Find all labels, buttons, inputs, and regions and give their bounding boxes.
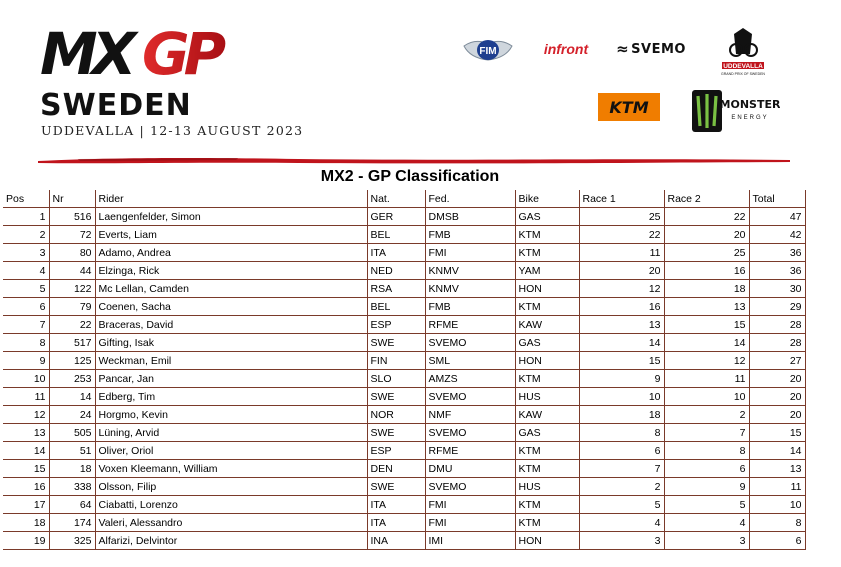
col-header-bike: Bike [515, 190, 579, 208]
cell-nr: 174 [49, 514, 95, 532]
cell-race2: 10 [664, 388, 749, 406]
cell-fed: KNMV [425, 280, 515, 298]
cell-race1: 3 [579, 532, 664, 550]
cell-nat: DEN [367, 460, 425, 478]
cell-pos: 9 [3, 352, 49, 370]
cell-fed: FMI [425, 514, 515, 532]
cell-nr: 24 [49, 406, 95, 424]
cell-pos: 3 [3, 244, 49, 262]
cell-race2: 15 [664, 316, 749, 334]
cell-nr: 253 [49, 370, 95, 388]
classification-table [3, 190, 806, 550]
cell-total: 36 [749, 262, 805, 280]
cell-rider: Valeri, Alessandro [95, 514, 367, 532]
cell-nat: GER [367, 208, 425, 226]
cell-nat: RSA [367, 280, 425, 298]
cell-race1: 14 [579, 334, 664, 352]
table-row [3, 460, 805, 478]
svemo-logo-text: SVEMO [631, 41, 686, 57]
cell-bike: KTM [515, 226, 579, 244]
cell-nat: ESP [367, 316, 425, 334]
table-row [3, 280, 805, 298]
cell-bike: GAS [515, 208, 579, 226]
cell-fed: IMI [425, 532, 515, 550]
table-row [3, 316, 805, 334]
cell-race1: 2 [579, 478, 664, 496]
cell-fed: SVEMO [425, 424, 515, 442]
cell-nat: SWE [367, 478, 425, 496]
table-row [3, 496, 805, 514]
cell-nr: 122 [49, 280, 95, 298]
cell-fed: DMSB [425, 208, 515, 226]
cell-rider: Lüning, Arvid [95, 424, 367, 442]
cell-pos: 5 [3, 280, 49, 298]
cell-pos: 19 [3, 532, 49, 550]
cell-rider: Mc Lellan, Camden [95, 280, 367, 298]
cell-fed: SVEMO [425, 388, 515, 406]
cell-nr: 516 [49, 208, 95, 226]
cell-nr: 325 [49, 532, 95, 550]
col-header-nr: Nr [49, 190, 95, 208]
page-title: MX2 - GP Classification [320, 168, 500, 185]
cell-fed: FMI [425, 496, 515, 514]
table-row [3, 262, 805, 280]
cell-race2: 6 [664, 460, 749, 478]
cell-race1: 9 [579, 370, 664, 388]
cell-total: 20 [749, 388, 805, 406]
cell-nr: 505 [49, 424, 95, 442]
cell-pos: 17 [3, 496, 49, 514]
cell-bike: KAW [515, 406, 579, 424]
cell-rider: Adamo, Andrea [95, 244, 367, 262]
cell-pos: 14 [3, 442, 49, 460]
cell-fed: SVEMO [425, 478, 515, 496]
cell-nat: BEL [367, 298, 425, 316]
cell-race1: 12 [579, 280, 664, 298]
table-row [3, 514, 805, 532]
cell-bike: KTM [515, 442, 579, 460]
cell-race1: 8 [579, 424, 664, 442]
cell-nat: SWE [367, 424, 425, 442]
cell-bike: HON [515, 280, 579, 298]
cell-nr: 22 [49, 316, 95, 334]
cell-pos: 18 [3, 514, 49, 532]
cell-nat: FIN [367, 352, 425, 370]
cell-race2: 5 [664, 496, 749, 514]
header-divider [38, 155, 790, 165]
cell-race2: 22 [664, 208, 749, 226]
cell-total: 20 [749, 406, 805, 424]
cell-race1: 6 [579, 442, 664, 460]
cell-pos: 8 [3, 334, 49, 352]
cell-nr: 51 [49, 442, 95, 460]
table-row [3, 406, 805, 424]
uddevalla-gp-logo [718, 26, 768, 78]
cell-race1: 7 [579, 460, 664, 478]
cell-rider: Braceras, David [95, 316, 367, 334]
monster-logo-text: MONSTER [719, 98, 780, 111]
uddevalla-logo-subtext: GRAND PRIX OF SWEDEN [721, 72, 765, 76]
cell-pos: 13 [3, 424, 49, 442]
cell-race1: 11 [579, 244, 664, 262]
cell-pos: 7 [3, 316, 49, 334]
cell-total: 10 [749, 496, 805, 514]
cell-nat: BEL [367, 226, 425, 244]
cell-bike: HUS [515, 478, 579, 496]
cell-total: 28 [749, 334, 805, 352]
cell-race1: 18 [579, 406, 664, 424]
col-header-nat: Nat. [367, 190, 425, 208]
cell-race2: 16 [664, 262, 749, 280]
cell-race2: 18 [664, 280, 749, 298]
cell-nat: NED [367, 262, 425, 280]
cell-race2: 9 [664, 478, 749, 496]
cell-bike: KTM [515, 514, 579, 532]
cell-fed: SVEMO [425, 334, 515, 352]
svg-text:GP: GP [142, 24, 221, 80]
cell-bike: KAW [515, 316, 579, 334]
cell-pos: 16 [3, 478, 49, 496]
cell-race1: 5 [579, 496, 664, 514]
cell-pos: 12 [3, 406, 49, 424]
cell-race1: 10 [579, 388, 664, 406]
cell-pos: 2 [3, 226, 49, 244]
fim-logo [462, 36, 514, 64]
cell-pos: 1 [3, 208, 49, 226]
cell-total: 30 [749, 280, 805, 298]
table-header-row [3, 190, 805, 208]
cell-race1: 25 [579, 208, 664, 226]
cell-rider: Ciabatti, Lorenzo [95, 496, 367, 514]
cell-rider: Coenen, Sacha [95, 298, 367, 316]
cell-bike: KTM [515, 244, 579, 262]
svemo-logo: ≈ SVEMO [616, 40, 686, 58]
cell-bike: KTM [515, 460, 579, 478]
cell-bike: KTM [515, 370, 579, 388]
cell-total: 20 [749, 370, 805, 388]
table-row [3, 442, 805, 460]
cell-rider: Laengenfelder, Simon [95, 208, 367, 226]
cell-fed: RFME [425, 442, 515, 460]
cell-race2: 3 [664, 532, 749, 550]
cell-race1: 16 [579, 298, 664, 316]
cell-total: 36 [749, 244, 805, 262]
cell-race2: 11 [664, 370, 749, 388]
table-row [3, 424, 805, 442]
cell-pos: 6 [3, 298, 49, 316]
table-row [3, 298, 805, 316]
cell-fed: SML [425, 352, 515, 370]
cell-total: 27 [749, 352, 805, 370]
col-header-rider: Rider [95, 190, 367, 208]
cell-total: 11 [749, 478, 805, 496]
cell-fed: FMB [425, 226, 515, 244]
col-header-race1: Race 1 [579, 190, 664, 208]
cell-rider: Everts, Liam [95, 226, 367, 244]
cell-rider: Horgmo, Kevin [95, 406, 367, 424]
cell-rider: Oliver, Oriol [95, 442, 367, 460]
cell-rider: Weckman, Emil [95, 352, 367, 370]
cell-rider: Olsson, Filip [95, 478, 367, 496]
cell-fed: NMF [425, 406, 515, 424]
table-row [3, 244, 805, 262]
col-header-total: Total [749, 190, 805, 208]
cell-pos: 15 [3, 460, 49, 478]
cell-race2: 12 [664, 352, 749, 370]
cell-total: 29 [749, 298, 805, 316]
cell-nat: SWE [367, 334, 425, 352]
cell-fed: FMI [425, 244, 515, 262]
cell-rider: Gifting, Isak [95, 334, 367, 352]
cell-nat: INA [367, 532, 425, 550]
cell-race2: 7 [664, 424, 749, 442]
fim-logo-text: FIM [479, 46, 497, 57]
cell-pos: 11 [3, 388, 49, 406]
cell-bike: HON [515, 352, 579, 370]
table-row [3, 388, 805, 406]
cell-total: 47 [749, 208, 805, 226]
cell-race2: 2 [664, 406, 749, 424]
cell-rider: Alfarizi, Delvintor [95, 532, 367, 550]
cell-rider: Pancar, Jan [95, 370, 367, 388]
event-name: SWEDEN [40, 88, 192, 123]
cell-nat: ITA [367, 496, 425, 514]
cell-nr: 338 [49, 478, 95, 496]
cell-race2: 13 [664, 298, 749, 316]
cell-bike: HON [515, 532, 579, 550]
cell-fed: FMB [425, 298, 515, 316]
cell-nat: ITA [367, 514, 425, 532]
cell-fed: KNMV [425, 262, 515, 280]
cell-fed: DMU [425, 460, 515, 478]
table-row [3, 352, 805, 370]
ktm-logo: KTM [598, 93, 660, 121]
uddevalla-logo-text: UDDEVALLA [723, 63, 763, 70]
col-header-race2: Race 2 [664, 190, 749, 208]
cell-nr: 44 [49, 262, 95, 280]
cell-nat: ITA [367, 244, 425, 262]
cell-total: 28 [749, 316, 805, 334]
cell-bike: YAM [515, 262, 579, 280]
cell-total: 8 [749, 514, 805, 532]
cell-nr: 72 [49, 226, 95, 244]
mxgp-logo [38, 24, 260, 80]
cell-bike: HUS [515, 388, 579, 406]
monster-logo-subtext: ENERGY [731, 115, 769, 121]
cell-race1: 13 [579, 316, 664, 334]
cell-nr: 18 [49, 460, 95, 478]
cell-bike: KTM [515, 496, 579, 514]
cell-total: 6 [749, 532, 805, 550]
cell-race1: 20 [579, 262, 664, 280]
event-subtitle: UDDEVALLA | 12-13 AUGUST 2023 [41, 123, 304, 138]
cell-race1: 4 [579, 514, 664, 532]
cell-bike: GAS [515, 334, 579, 352]
cell-pos: 10 [3, 370, 49, 388]
cell-race2: 14 [664, 334, 749, 352]
cell-race2: 25 [664, 244, 749, 262]
cell-total: 14 [749, 442, 805, 460]
col-header-pos: Pos [3, 190, 49, 208]
table-row [3, 370, 805, 388]
cell-total: 15 [749, 424, 805, 442]
cell-nr: 14 [49, 388, 95, 406]
cell-nr: 125 [49, 352, 95, 370]
cell-race2: 8 [664, 442, 749, 460]
monster-energy-logo [690, 88, 780, 134]
svg-text:MX: MX [40, 24, 131, 80]
infront-logo: infront [543, 41, 589, 57]
cell-total: 13 [749, 460, 805, 478]
table-row [3, 532, 805, 550]
cell-bike: GAS [515, 424, 579, 442]
cell-nr: 64 [49, 496, 95, 514]
cell-race2: 4 [664, 514, 749, 532]
cell-bike: KTM [515, 298, 579, 316]
cell-race1: 15 [579, 352, 664, 370]
cell-nat: SLO [367, 370, 425, 388]
cell-race1: 22 [579, 226, 664, 244]
table-row [3, 478, 805, 496]
col-header-fed: Fed. [425, 190, 515, 208]
cell-nat: SWE [367, 388, 425, 406]
cell-nr: 80 [49, 244, 95, 262]
table-row [3, 226, 805, 244]
cell-rider: Voxen Kleemann, William [95, 460, 367, 478]
cell-nat: NOR [367, 406, 425, 424]
cell-rider: Edberg, Tim [95, 388, 367, 406]
cell-nat: ESP [367, 442, 425, 460]
cell-nr: 517 [49, 334, 95, 352]
table-row [3, 334, 805, 352]
cell-race2: 20 [664, 226, 749, 244]
cell-total: 42 [749, 226, 805, 244]
cell-fed: RFME [425, 316, 515, 334]
cell-rider: Elzinga, Rick [95, 262, 367, 280]
cell-pos: 4 [3, 262, 49, 280]
cell-fed: AMZS [425, 370, 515, 388]
table-row [3, 208, 805, 226]
cell-nr: 79 [49, 298, 95, 316]
